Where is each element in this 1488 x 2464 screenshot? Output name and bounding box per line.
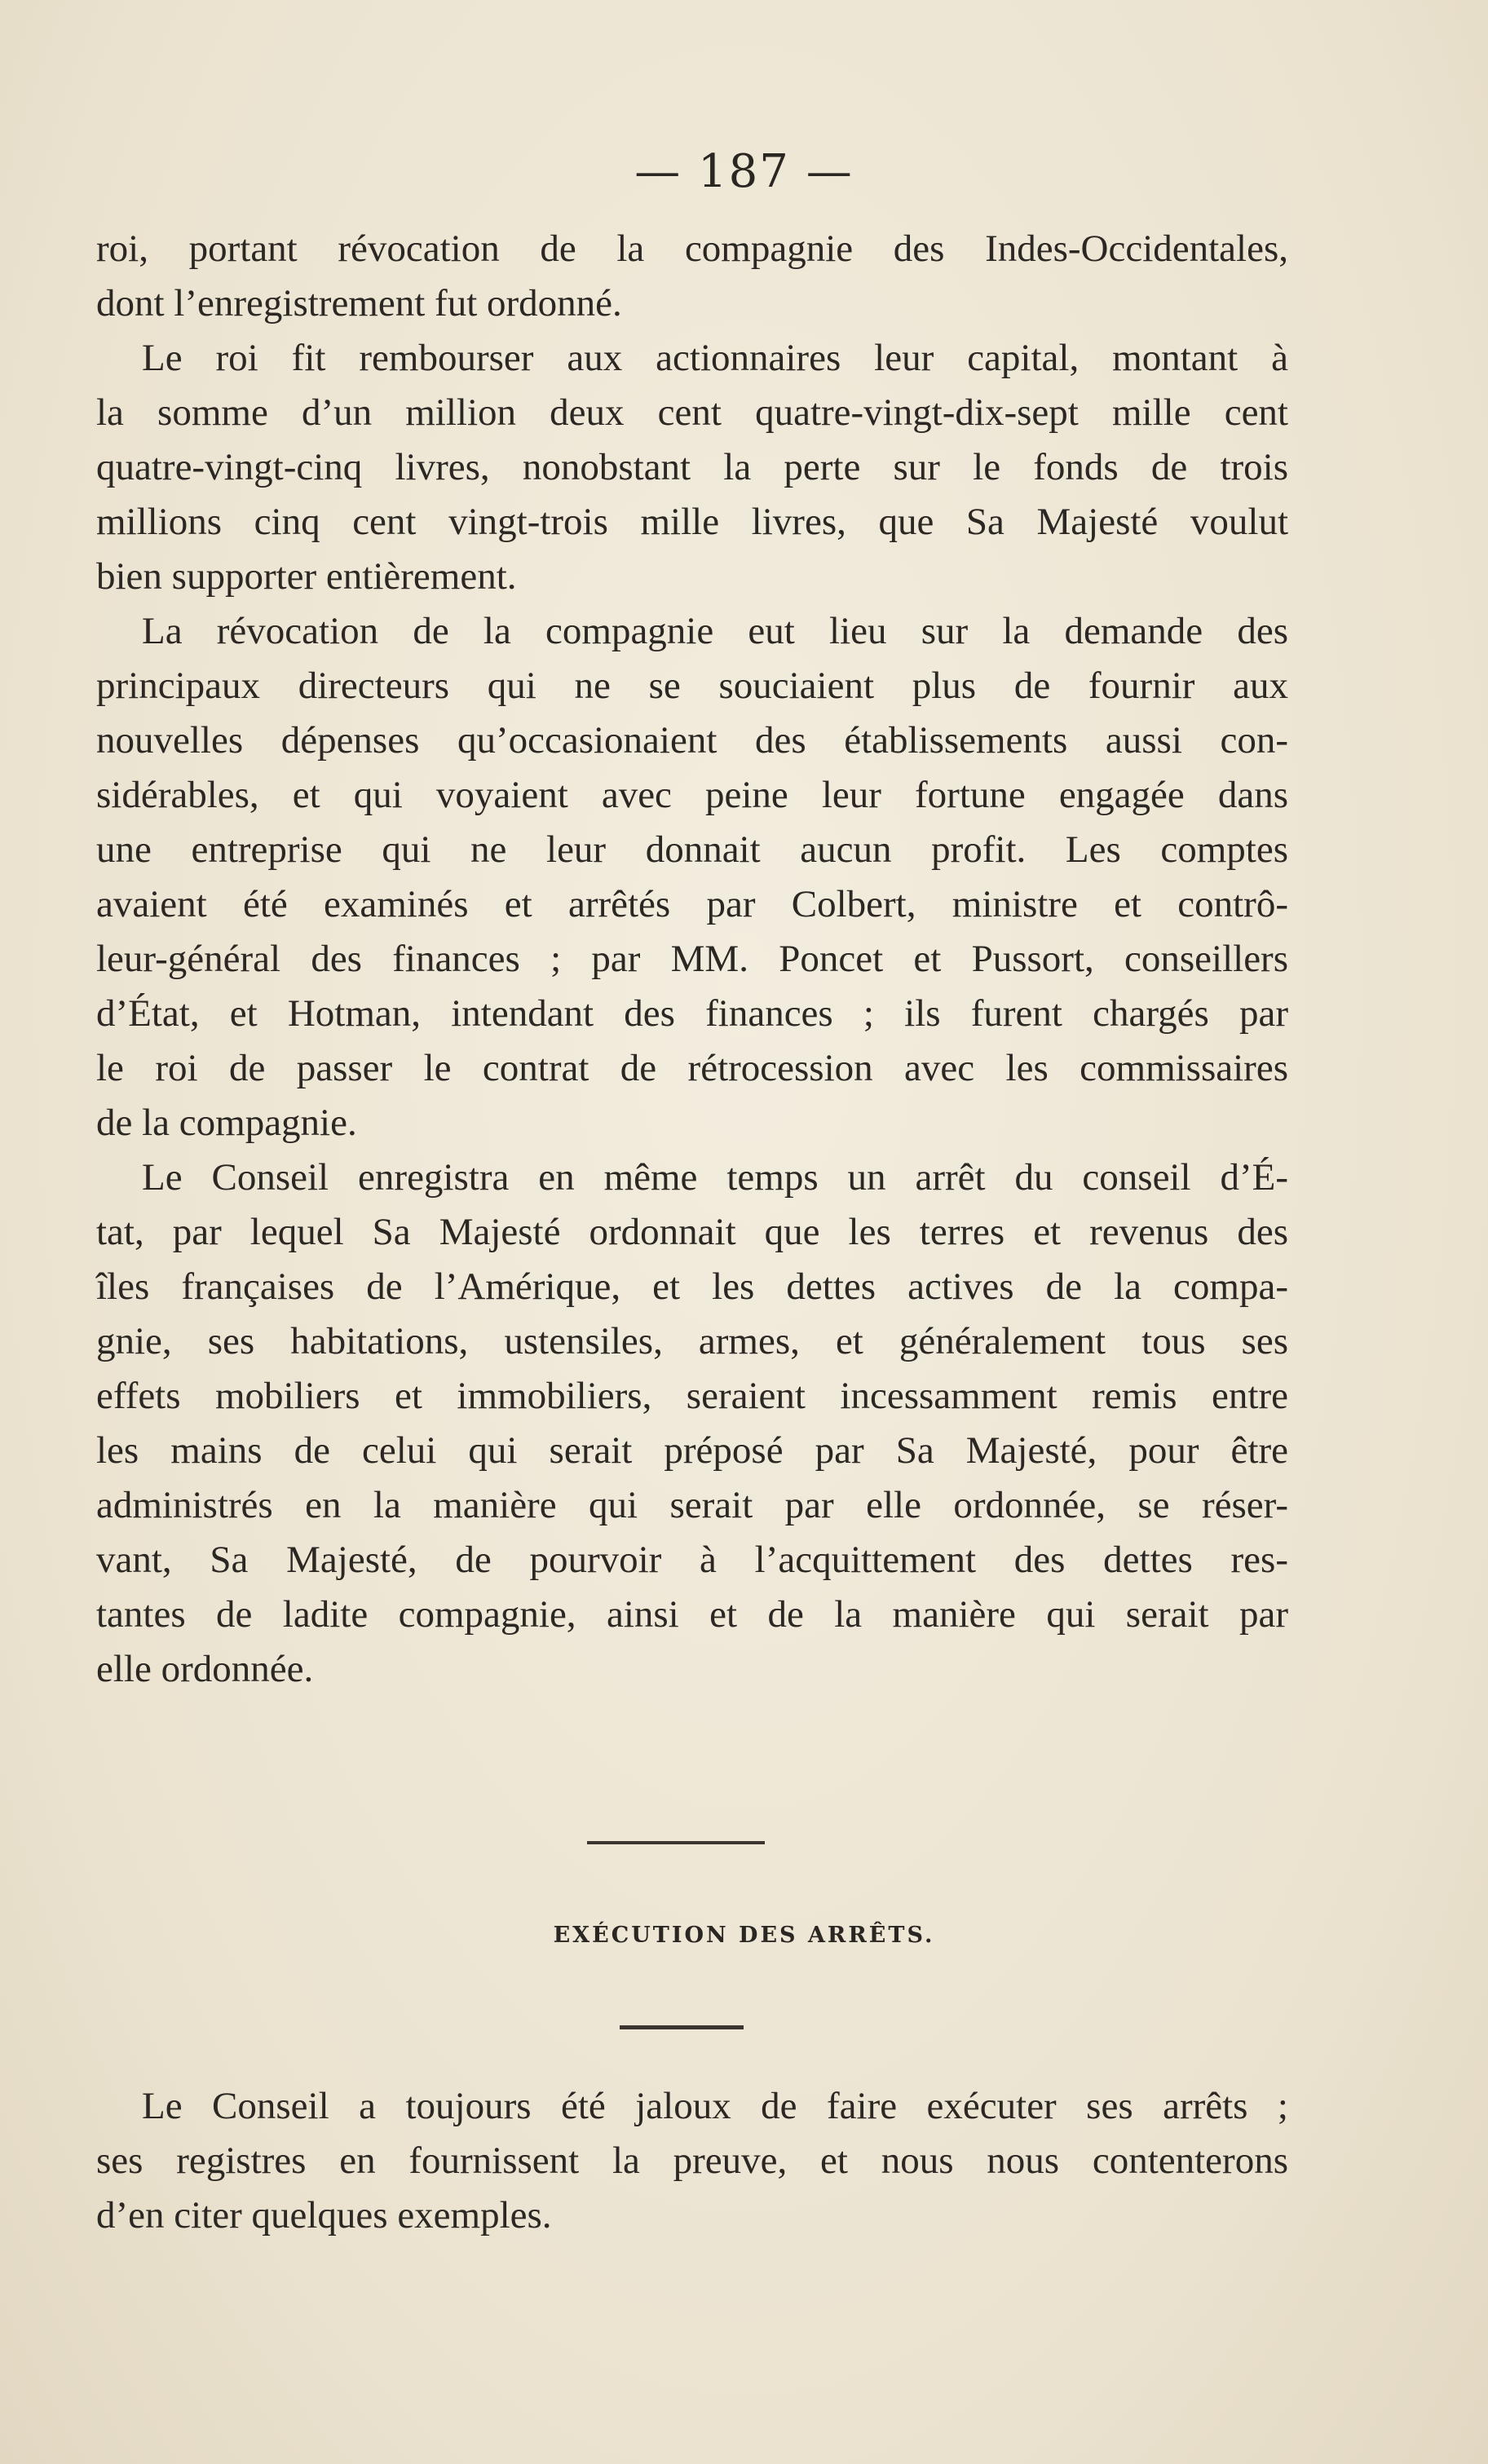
text-line: tat, par lequel Sa Majesté ordonnait que les terres et revenus des: [96, 1211, 1288, 1253]
text-line: le roi de passer le contrat de rétrocession avec les commissaires: [96, 1047, 1288, 1089]
text-line: d’État, et Hotman, intendant des finances ; ils furent chargés par: [96, 992, 1288, 1035]
text-line: vant, Sa Majesté, de pourvoir à l’acquittement des dettes res-: [96, 1539, 1288, 1581]
text-line: les mains de celui qui serait préposé par Sa Majesté, pour être: [96, 1429, 1288, 1472]
text-line: tantes de ladite compagnie, ainsi et de la manière qui serait par: [96, 1593, 1288, 1636]
section-divider-top: [587, 1841, 765, 1844]
text-line: Le Conseil enregistra en même temps un arrêt du conseil d’É-: [142, 1156, 1288, 1199]
text-line: La révocation de la compagnie eut lieu sur la demande des: [142, 610, 1288, 652]
text-line: une entreprise qui ne leur donnait aucun profit. Les comptes: [96, 828, 1288, 871]
text-line: dont l’enregistrement fut ordonné.: [96, 282, 622, 325]
text-line: Le roi fit rembourser aux actionnaires leur capital, montant à: [142, 337, 1288, 379]
text-line: avaient été examinés et arrêtés par Colbert, ministre et contrô-: [96, 883, 1288, 925]
text-line: sidérables, et qui voyaient avec peine leur fortune engagée dans: [96, 774, 1288, 816]
text-line: d’en citer quelques exemples.: [96, 2194, 552, 2237]
page-number: — 187 —: [634, 145, 854, 198]
text-line: la somme d’un million deux cent quatre-vingt-dix-sept mille cent: [96, 391, 1288, 434]
section-heading: EXÉCUTION DES ARRÊTS.: [553, 1923, 935, 1948]
text-line: administrés en la manière qui serait par elle ordonnée, se réser-: [96, 1484, 1288, 1526]
section-divider-bottom: [620, 2025, 744, 2029]
text-line: roi, portant révocation de la compagnie des Indes-Occidentales,: [96, 227, 1288, 270]
text-line: quatre-vingt-cinq livres, nonobstant la perte sur le fonds de trois: [96, 446, 1288, 488]
body-text-top: [96, 222, 1288, 1697]
text-line: leur-général des finances ; par MM. Poncet et Pussort, conseillers: [96, 938, 1288, 980]
text-line: bien supporter entièrement.: [96, 555, 517, 598]
text-line: gnie, ses habitations, ustensiles, armes, et généralement tous ses: [96, 1320, 1288, 1362]
text-line: effets mobiliers et immobiliers, seraient incessamment remis entre: [96, 1375, 1288, 1417]
text-line: principaux directeurs qui ne se souciaient plus de fournir aux: [96, 665, 1288, 707]
text-line: Le Conseil a toujours été jaloux de faire exécuter ses arrêts ;: [142, 2085, 1288, 2127]
text-line: elle ordonnée.: [96, 1648, 314, 1690]
body-text-bottom: [96, 2079, 1288, 2243]
text-line: ses registres en fournissent la preuve, et nous nous contenterons: [96, 2139, 1288, 2182]
text-line: de la compagnie.: [96, 1102, 357, 1144]
text-line: îles françaises de l’Amérique, et les dettes actives de la compa-: [96, 1265, 1288, 1308]
text-line: millions cinq cent vingt-trois mille livres, que Sa Majesté voulut: [96, 501, 1288, 543]
text-line: nouvelles dépenses qu’occasionaient des établissements aussi con-: [96, 719, 1288, 762]
